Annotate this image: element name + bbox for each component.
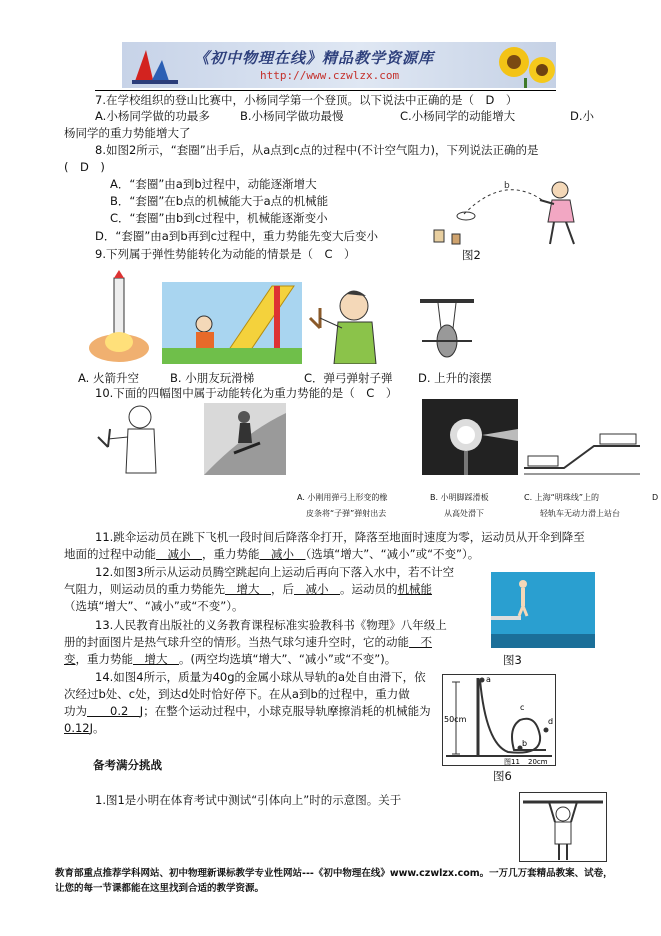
q12-line1: 12.如图3所示从运动员腾空跳起向上运动后再向下落入水中，若不计空 <box>95 565 455 579</box>
q12-blank-then: 减小 <box>294 582 340 596</box>
q13-line3: 变，重力势能 增大 。(两空均选填“增大”、“减小”或“不变”)。 <box>64 652 397 666</box>
q8-option-d: D．“套圈”由a到b再到c过程中，重力势能先变大后变小 <box>95 229 378 243</box>
q7-option-c: C.小杨同学的动能增大 <box>400 109 516 123</box>
footer-note: 教育部重点推荐学科网站、初中物理新课标教学专业性网站---《初中物理在线》www.czwlzx.com。一万几万套精品教案、试卷，让您的每一节课都能在这里找到合适的教学资源。 <box>55 868 613 894</box>
q9-caption-b: B. 小朋友玩滑梯 <box>170 371 255 385</box>
figure-6-label-b: b <box>522 739 528 748</box>
q9-image-maxwell-wheel <box>416 297 478 365</box>
q13-line1: 13.人民教育出版社的义务教育课程标准实验教科书《物理》八年级上 <box>95 618 447 632</box>
header-banner <box>122 42 556 88</box>
q11-blank-kinetic: 减小 <box>156 547 202 561</box>
q9-caption-c: C．弹弓弹射子弹 <box>304 371 393 385</box>
q10-caption-b-line2: 从高处滑下 <box>444 509 484 518</box>
q7-stem: 7.在学校组织的登山比赛中，小杨同学第一个登顶。以下说法中正确的是（ D ） <box>95 93 518 107</box>
q14-line1: 14.如图4所示，质量为40g的金属小球从导轨的a处自由滑下，依 <box>95 670 426 684</box>
q10-stem: 10.下面的四幅图中属于动能转化为重力势能的是（ C ） <box>95 386 398 400</box>
q10-image-light-rail <box>524 430 640 476</box>
q7-option-d-end: 杨同学的重力势能增大了 <box>64 126 191 140</box>
figure-6-label-d: d <box>548 717 554 726</box>
q13-blank-kinetic: 不 <box>409 635 432 649</box>
q12-term: 机械能 <box>397 582 432 596</box>
q7-option-b: B.小杨同学做功最慢 <box>240 109 344 123</box>
q8-answer: ( D ) <box>64 160 105 174</box>
banner-title: 《初中物理在线》精品教学资源库 <box>194 49 435 67</box>
figure-6-small-caption: 图11 <box>504 758 520 766</box>
q10-caption-a-line2: 皮条将“子弹”弹射出去 <box>306 509 387 518</box>
q8-stem: 8.如图2所示，“套圈”出手后，从a点到c点的过程中(不计空气阻力)，下列说法正确的是 <box>95 143 539 157</box>
q8-option-a: A．“套圈”由a到b过程中，动能逐渐增大 <box>110 177 317 191</box>
q14-line4: 0.12J。 <box>64 721 105 735</box>
q12-line2: 气阻力，则运动员的重力势能先 增大 ，后 减小 。运动员的机械能 <box>64 582 432 596</box>
figure-2-ring-toss <box>424 174 594 248</box>
q9-image-slingshot <box>306 288 384 364</box>
q10-caption-d: D <box>652 493 659 502</box>
q10-image-bullet-apple <box>422 399 518 475</box>
figure-2-caption: 图2 <box>462 248 481 262</box>
q8-option-b: B．“套圈”在b点的机械能大于a点的机械能 <box>110 194 329 208</box>
q12-line3: （选填“增大”、“减小”或“不变”）。 <box>64 599 244 613</box>
section-q1: 1.图1是小明在体育考试中测试“引体向上”时的示意图。关于 <box>95 793 402 807</box>
figure-6-label-50cm: 50cm <box>444 715 467 724</box>
q14-line3: 功为 0.2 J；在整个运动过程中，小球克服导轨摩擦消耗的机械能为 <box>64 704 431 718</box>
q10-image-skateboard <box>204 403 286 475</box>
publisher-logo-icon <box>124 44 190 86</box>
q13-blank-kinetic-end: 变 <box>64 652 76 666</box>
q7-option-a: A.小杨同学做的功最多 <box>95 109 210 123</box>
q14-blank-work: 0.2 <box>87 704 140 718</box>
q9-caption-a: A. 火箭升空 <box>78 371 139 385</box>
q10-caption-c-line2: 轻轨车无动力滑上站台 <box>540 509 620 518</box>
q11-line1: 11.跳伞运动员在跳下飞机一段时间后降落伞打开，降落至地面时速度为零，运动员从开伞到降至 <box>95 530 585 544</box>
sunflower-icon <box>494 42 556 88</box>
q13-blank-potential: 增大 <box>133 652 179 666</box>
q14-blank-energy: 0.12 <box>64 721 90 735</box>
banner-url[interactable]: http://www.czwlzx.com <box>260 69 400 82</box>
figure-6-label-a: a <box>486 675 491 684</box>
q10-caption-c-line1: C. 上海“明珠线”上的 <box>524 493 599 502</box>
q12-blank-first: 增大 <box>225 582 271 596</box>
q10-caption-a-line1: A. 小刚用弹弓上形变的橡 <box>297 493 388 502</box>
q7-option-d-start: D.小 <box>570 109 595 123</box>
figure-1-pullup <box>519 792 607 862</box>
figure-3-caption: 图3 <box>503 653 522 667</box>
q9-image-slide <box>162 282 302 364</box>
q11-line2: 地面的过程中动能 减小 ，重力势能 减小 （选填“增大”、“减小”或“不变”）。 <box>64 547 480 561</box>
figure-2-label-b: b <box>504 181 510 191</box>
q9-caption-d: D. 上升的滚摆 <box>418 371 492 385</box>
section-title: 备考满分挑战 <box>93 758 162 772</box>
figure-6-label-20cm: 20cm <box>528 758 548 766</box>
q8-option-c: C．“套圈”由b到c过程中，机械能逐渐变小 <box>110 211 328 225</box>
figure-6-track <box>442 674 556 766</box>
figure-6-caption: 图6 <box>493 769 512 783</box>
figure-6-label-c: c <box>520 703 525 712</box>
q10-image-slingshot-boy <box>94 403 164 475</box>
q11-blank-potential: 减小 <box>259 547 306 561</box>
q9-stem: 9.下列属于弹性势能转化为动能的情景是（ C ） <box>95 247 356 261</box>
q13-line2: 册的封面图片是热气球升空的情形。当热气球匀速升空时，它的动能 不 <box>64 635 432 649</box>
q9-image-rocket <box>84 270 154 365</box>
figure-3-diver <box>491 572 595 648</box>
header-rule <box>95 90 556 91</box>
q14-line2: 次经过b处、c处，到达d处时恰好停下。在从a到b的过程中，重力做 <box>64 687 410 701</box>
q10-caption-b-line1: B. 小明脚踩滑板 <box>430 493 489 502</box>
